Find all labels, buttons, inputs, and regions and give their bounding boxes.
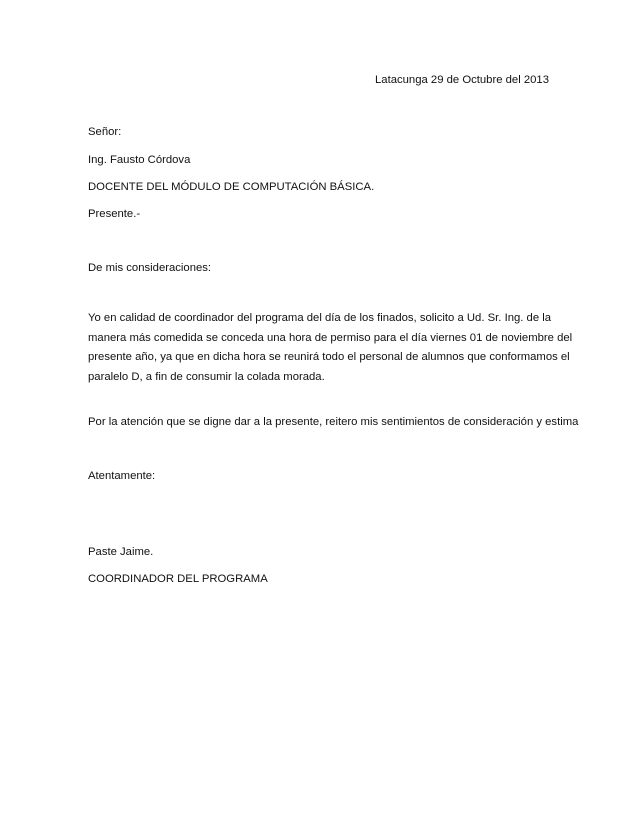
greeting: De mis consideraciones:	[88, 262, 212, 274]
date-line: Latacunga 29 de Octubre del 2013	[375, 74, 549, 86]
body-line: presente año, ya que en dicha hora se reunirá todo el personal de alumnos que conformamos el	[88, 351, 570, 363]
closing: Atentamente:	[88, 470, 156, 482]
recipient-title: DOCENTE DEL MÓDULO DE COMPUTACIÓN BÁSICA.	[88, 181, 375, 193]
recipient-name: Ing. Fausto Córdova	[88, 154, 191, 166]
presente-line: Presente.-	[88, 208, 141, 220]
closing-paragraph: Por la atención que se digne dar a la presente, reitero mis sentimientos de consideración y estima	[88, 416, 579, 428]
signer-title: COORDINADOR DEL PROGRAMA	[88, 573, 268, 585]
body-line: paralelo D, a fin de consumir la colada morada.	[88, 370, 325, 383]
body-line: manera más comedida se conceda una hora de permiso para el día viernes 01 de noviembre del	[88, 331, 573, 344]
body-line: Yo en calidad de coordinador del programa del día de los finados, solicito a Ud. Sr. Ing. de la	[88, 312, 552, 324]
body-paragraph	[88, 309, 573, 387]
signer-name: Paste Jaime.	[88, 546, 154, 558]
salutation: Señor:	[88, 126, 122, 138]
